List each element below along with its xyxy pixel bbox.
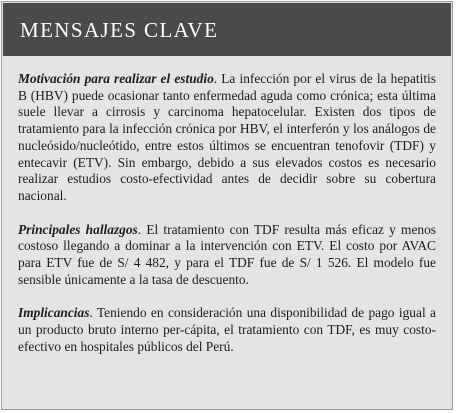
section-text-findings: . El tratamiento con TDF resulta más eficaz y menos costoso llegando a dominar a la intervención con ETV. El costo por AVAC para ETV fue de S/ 4 482, y para el TDF fue de S/ 1 526. El modelo fue sensible únicamente a la tasa de descuento. (18, 221, 436, 287)
key-messages-content (18, 71, 436, 356)
section-text-implications: . Teniendo en consideración una disponibilidad de pago igual a un producto bruto interno per-cápita, el tratamiento con TDF, es muy costo-efectivo en hospitales públicos del Perú. (18, 305, 436, 354)
key-messages-box (1, 1, 453, 410)
section-heading-findings: Principales hallazgos (18, 221, 138, 237)
section-findings (18, 222, 436, 289)
section-motivation (18, 71, 436, 205)
section-text-motivation: . La infección por el virus de la hepatitis B (HBV) puede ocasionar tanto enfermedad aguda como crónica; esta última suele llevar a cirrosis y carcinoma hepatocelular. Existen dos tipos de tratamiento para la infección crónica por HBV, el interferón y los análogos de nucleósido/nucleótido, entre estos últimos se encuentran tenofovir (TDF) y entecavir (ETV). Sin embargo, debido a sus elevados costos es necesario realizar estudios costo-efectividad antes de decidir sobre su cobertura nacional. (18, 71, 436, 203)
key-messages-header (3, 3, 451, 56)
section-heading-motivation: Motivación para realizar el estudio (18, 71, 214, 86)
section-implications (18, 305, 436, 355)
header-title: MENSAJES CLAVE (20, 18, 219, 42)
section-heading-implications: Implicancias (18, 305, 90, 321)
